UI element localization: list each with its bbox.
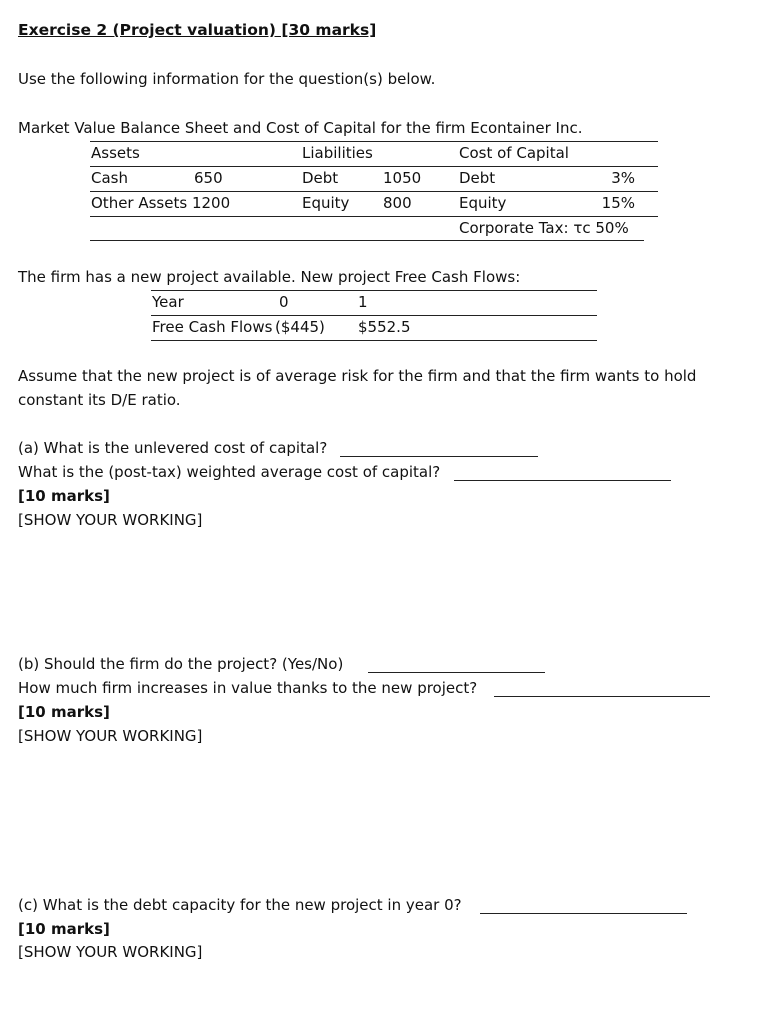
- show-working-a: [SHOW YOUR WORKING]: [18, 511, 203, 529]
- asset-value: 650: [194, 169, 223, 187]
- question-c-part-1: (c) What is the debt capacity for the new project in year 0?: [18, 896, 462, 914]
- answer-blank-b1[interactable]: [368, 672, 545, 673]
- liability-label: Equity: [302, 194, 350, 212]
- asset-label: Cash: [91, 169, 128, 187]
- question-b-part-1: (b) Should the firm do the project? (Yes/No): [18, 655, 344, 673]
- coc-value: 3%: [611, 169, 635, 187]
- intro-text: Use the following information for the question(s) below.: [18, 70, 436, 88]
- table-rule: [151, 290, 597, 291]
- liability-label: Debt: [302, 169, 339, 187]
- fcf-year-0: ($445): [275, 318, 325, 336]
- assumption-line-1: Assume that the new project is of average risk for the firm and that the firm wants to hold: [18, 367, 697, 385]
- question-a-part-2: What is the (post-tax) weighted average cost of capital?: [18, 463, 441, 481]
- coc-label: Equity: [459, 194, 507, 212]
- table-rule: [90, 141, 658, 142]
- coc-label: Debt: [459, 169, 496, 187]
- fcf-label: Free Cash Flows: [152, 318, 273, 336]
- balance-sheet-caption: Market Value Balance Sheet and Cost of Capital for the firm Econtainer Inc.: [18, 119, 583, 137]
- year-1: 1: [358, 293, 368, 311]
- question-a-part-1: (a) What is the unlevered cost of capital?: [18, 439, 328, 457]
- answer-blank-c1[interactable]: [480, 913, 687, 914]
- header-cost-of-capital: Cost of Capital: [459, 144, 569, 162]
- asset-label: Other Assets 1200: [91, 194, 231, 212]
- coc-value: 15%: [601, 194, 635, 212]
- marks-a: [10 marks]: [18, 487, 110, 505]
- marks-c: [10 marks]: [18, 920, 110, 938]
- project-caption: The firm has a new project available. New project Free Cash Flows:: [18, 268, 521, 286]
- corporate-tax: Corporate Tax: τc 50%: [459, 219, 629, 237]
- table-rule: [90, 191, 658, 192]
- exercise-title: Exercise 2 (Project valuation) [30 marks]: [18, 21, 377, 39]
- marks-b: [10 marks]: [18, 703, 110, 721]
- liability-value: 1050: [383, 169, 422, 187]
- table-rule: [90, 216, 658, 217]
- question-b-part-2: How much firm increases in value thanks to the new project?: [18, 679, 478, 697]
- answer-blank-a1[interactable]: [340, 456, 538, 457]
- assumption-line-2: constant its D/E ratio.: [18, 391, 181, 409]
- header-assets: Assets: [91, 144, 140, 162]
- table-rule: [151, 340, 597, 341]
- table-rule: [151, 315, 597, 316]
- show-working-c: [SHOW YOUR WORKING]: [18, 943, 203, 961]
- header-liabilities: Liabilities: [302, 144, 373, 162]
- answer-blank-b2[interactable]: [494, 696, 710, 697]
- show-working-b: [SHOW YOUR WORKING]: [18, 727, 203, 745]
- fcf-year-1: $552.5: [358, 318, 411, 336]
- year-label: Year: [152, 293, 184, 311]
- table-rule: [90, 166, 658, 167]
- answer-blank-a2[interactable]: [454, 480, 671, 481]
- table-rule: [90, 240, 644, 241]
- year-0: 0: [279, 293, 289, 311]
- liability-value: 800: [383, 194, 412, 212]
